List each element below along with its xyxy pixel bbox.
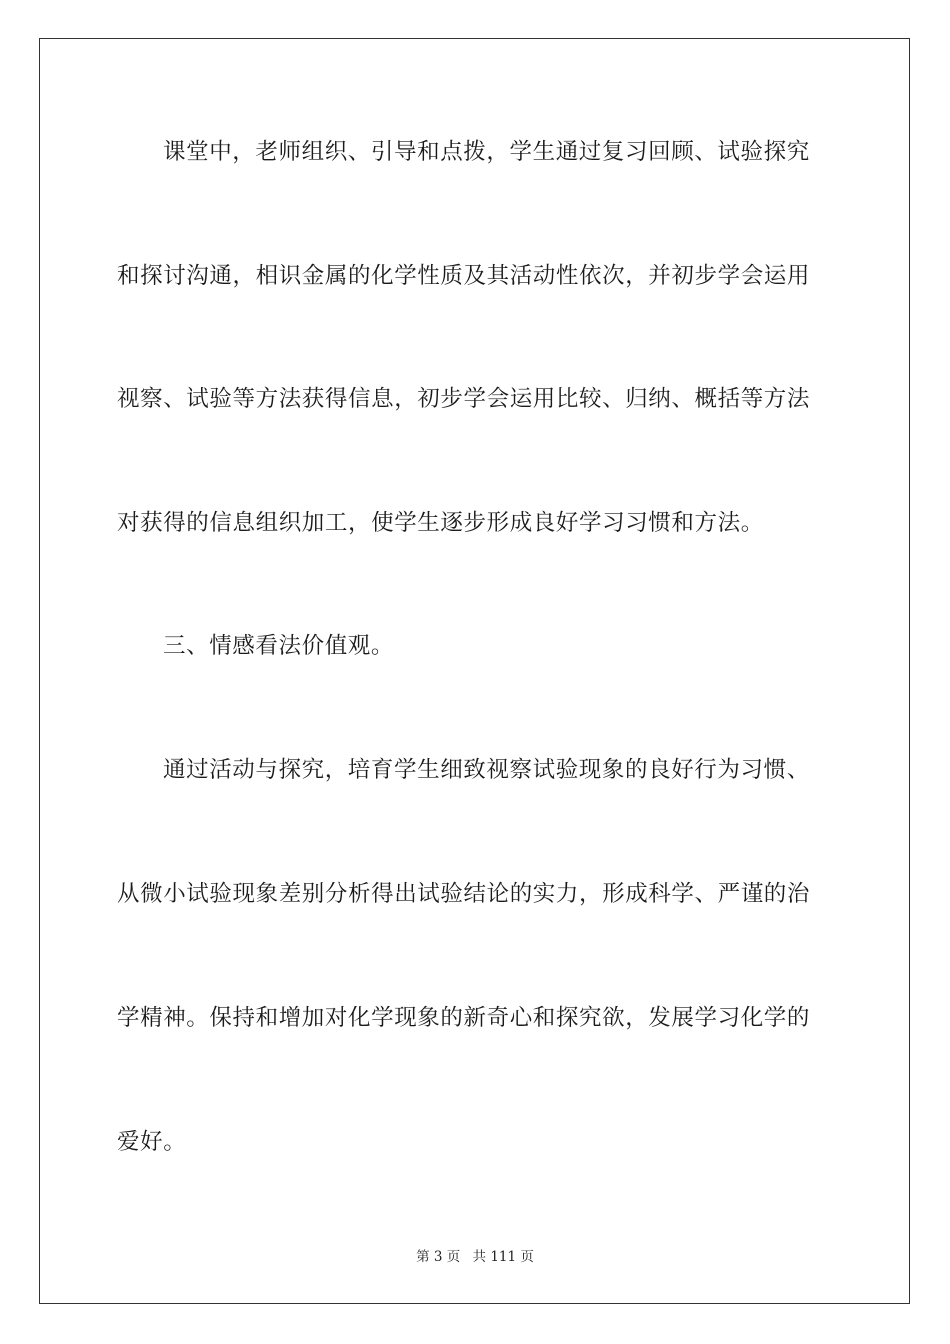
page-footer	[0, 1248, 950, 1266]
paragraph-3-line-1: 通过活动与探究，培育学生细致视察试验现象的良好行为习惯、	[163, 757, 810, 783]
section-heading: 三、情感看法价值观。	[163, 633, 395, 659]
page-total: 共 111 页	[472, 1249, 534, 1265]
paragraph-3-line-4: 爱好。	[117, 1129, 187, 1155]
paragraph-3-line-3: 学精神。保持和增加对化学现象的新奇心和探究欲，发展学习化学的	[117, 1005, 811, 1031]
paragraph-1-line-4: 对获得的信息组织加工，使学生逐步形成良好学习习惯和方法。	[117, 510, 764, 536]
page-number: 第 3 页	[416, 1249, 461, 1265]
paragraph-1-line-1: 课堂中，老师组织、引导和点拨，学生通过复习回顾、试验探究	[163, 139, 810, 165]
page-border	[39, 38, 910, 1304]
paragraph-1-line-2: 和探讨沟通，相识金属的化学性质及其活动性依次，并初步学会运用	[117, 263, 811, 289]
paragraph-1-line-3: 视察、试验等方法获得信息，初步学会运用比较、归纳、概括等方法	[117, 386, 811, 412]
paragraph-3-line-2: 从微小试验现象差别分析得出试验结论的实力，形成科学、严谨的治	[117, 881, 811, 907]
